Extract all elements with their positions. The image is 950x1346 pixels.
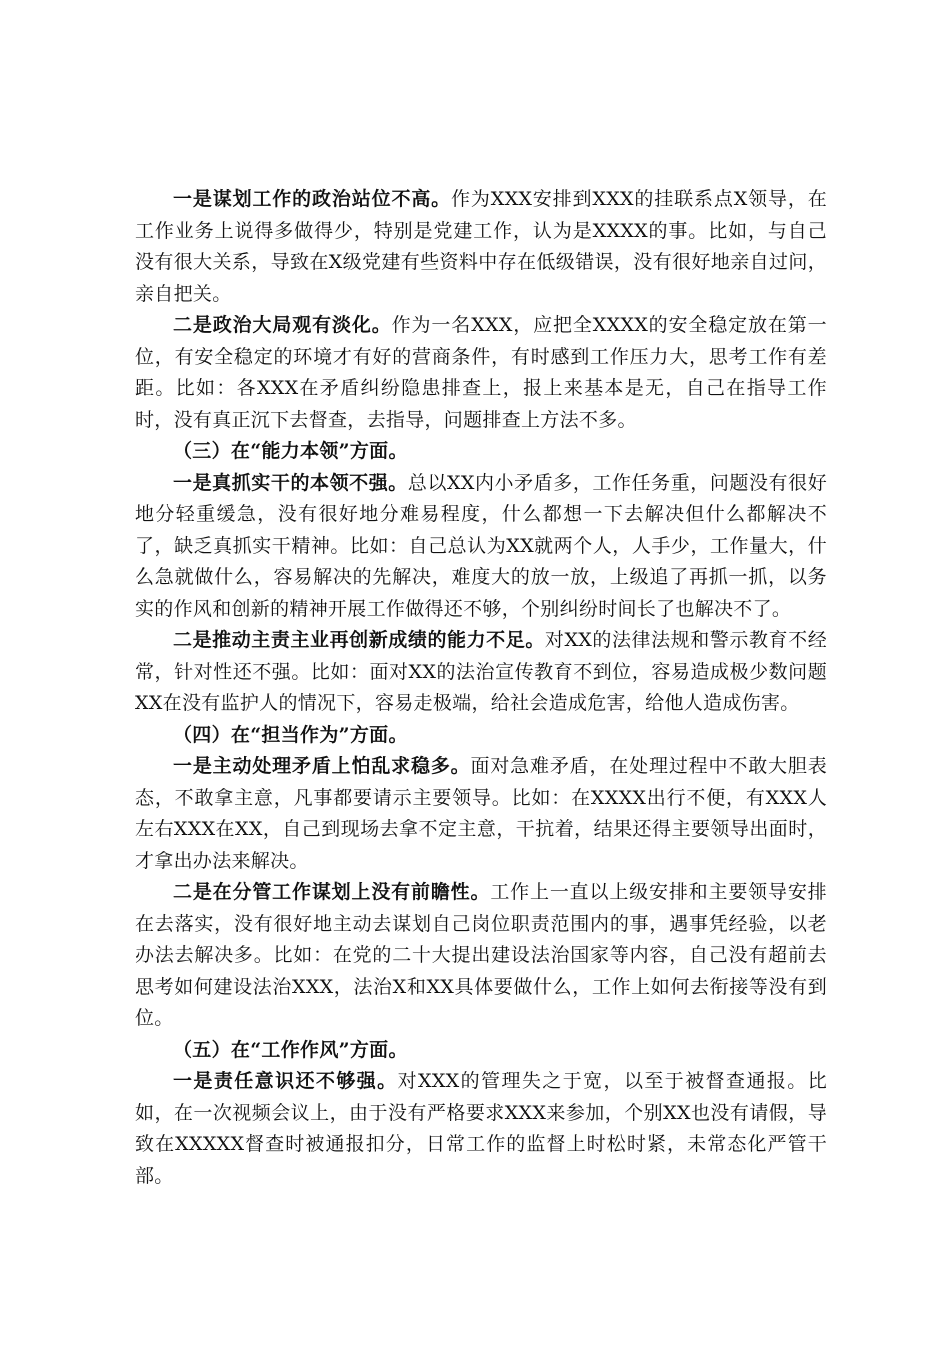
paragraph-7-lead: 一是责任意识还不够强。 [173,1070,398,1092]
paragraph-3 [135,468,827,626]
paragraph-4-body: 对XX的法律法规和警示教育不经常，针对性还不强。比如：面对XX的法治宣传教育不到位，容易造成极少数问题XX在没有监护人的情况下，容易走极端，给社会造成危害，给他人造成伤害。 [135,629,827,714]
paragraph-6-lead: 二是在分管工作谋划上没有前瞻性。 [173,881,491,903]
paragraph-4-lead: 二是推动主责主业再创新成绩的能力不足。 [173,629,545,651]
paragraph-1-body: 作为XXX安排到XXX的挂联系点X领导，在工作业务上说得多做得少，特别是党建工作，认为是XXXX的事。比如，与自己没有很大关系，导致在X级党建有些资料中存在低级错误，没有很好地亲自过问，亲自把关。 [135,188,827,305]
section-heading-work-style: （五）在“工作作风”方面。 [173,1038,408,1061]
paragraph-1 [135,184,827,310]
paragraph-6-body: 工作上一直以上级安排和主要领导安排在去落实，没有很好地主动去谋划自己岗位职责范围内的事，遇事凭经验，以老办法去解决多。比如：在党的二十大提出建设法治国家等内容，自己没有超前去思考如何建设法治XXX，法治X和XX具体要做什么，工作上如何去衔接等没有到位。 [135,881,827,1029]
paragraph-3-body: 总以XX内小矛盾多，工作任务重，问题没有很好地分轻重缓急，没有很好地分难易程度，什么都想一下去解决但什么都解决不了，缺乏真抓实干精神。比如：自己总认为XX就两个人，人手少，工作量大，什么急就做什么，容易解决的先解决，难度大的放一放，上级追了再抓一抓，以务实的作风和创新的精神开展工作做得还不够，个别纠纷时间长了也解决不了。 [135,471,828,620]
paragraph-5-lead: 一是主动处理矛盾上怕乱求稳多。 [173,755,471,777]
paragraph-1-lead: 一是谋划工作的政治站位不高。 [173,188,452,210]
paragraph-5 [135,751,827,877]
paragraph-3-lead: 一是真抓实干的本领不强。 [173,471,408,494]
paragraph-4 [135,625,827,720]
paragraph-2 [135,310,827,436]
paragraph-2-lead: 二是政治大局观有淡化。 [173,314,392,336]
paragraph-7 [135,1066,827,1192]
paragraph-2-body: 作为一名XXX，应把全XXXX的安全稳定放在第一位，有安全稳定的环境才有好的营商条件，有时感到工作压力大，思考工作有差距。比如：各XXX在矛盾纠纷隐患排查上，报上来基本是无，自己在指导工作时，没有真正沉下去督查，去指导，问题排查上方法不多。 [135,314,827,431]
paragraph-5-body: 面对急难矛盾，在处理过程中不敢大胆表态，不敢拿主意，凡事都要请示主要领导。比如：在XXXX出行不便，有XXX人左右XXX在XX，自己到现场去拿不定主意，干抗着，结果还得主要领导出面时，才拿出办法来解决。 [135,755,827,872]
paragraph-6 [135,877,827,1035]
paragraph-7-body: 对XXX的管理失之于宽，以至于被督查通报。比如，在一次视频会议上，由于没有严格要求XXX来参加，个别XX也没有请假，导致在XXXXX督查时被通报扣分，日常工作的监督上时松时紧，未常态化严管干部。 [135,1070,827,1187]
section-heading-responsibility: （四）在“担当作为”方面。 [173,723,408,746]
section-heading-ability: （三）在“能力本领”方面。 [173,440,408,462]
document-body [135,184,827,1192]
